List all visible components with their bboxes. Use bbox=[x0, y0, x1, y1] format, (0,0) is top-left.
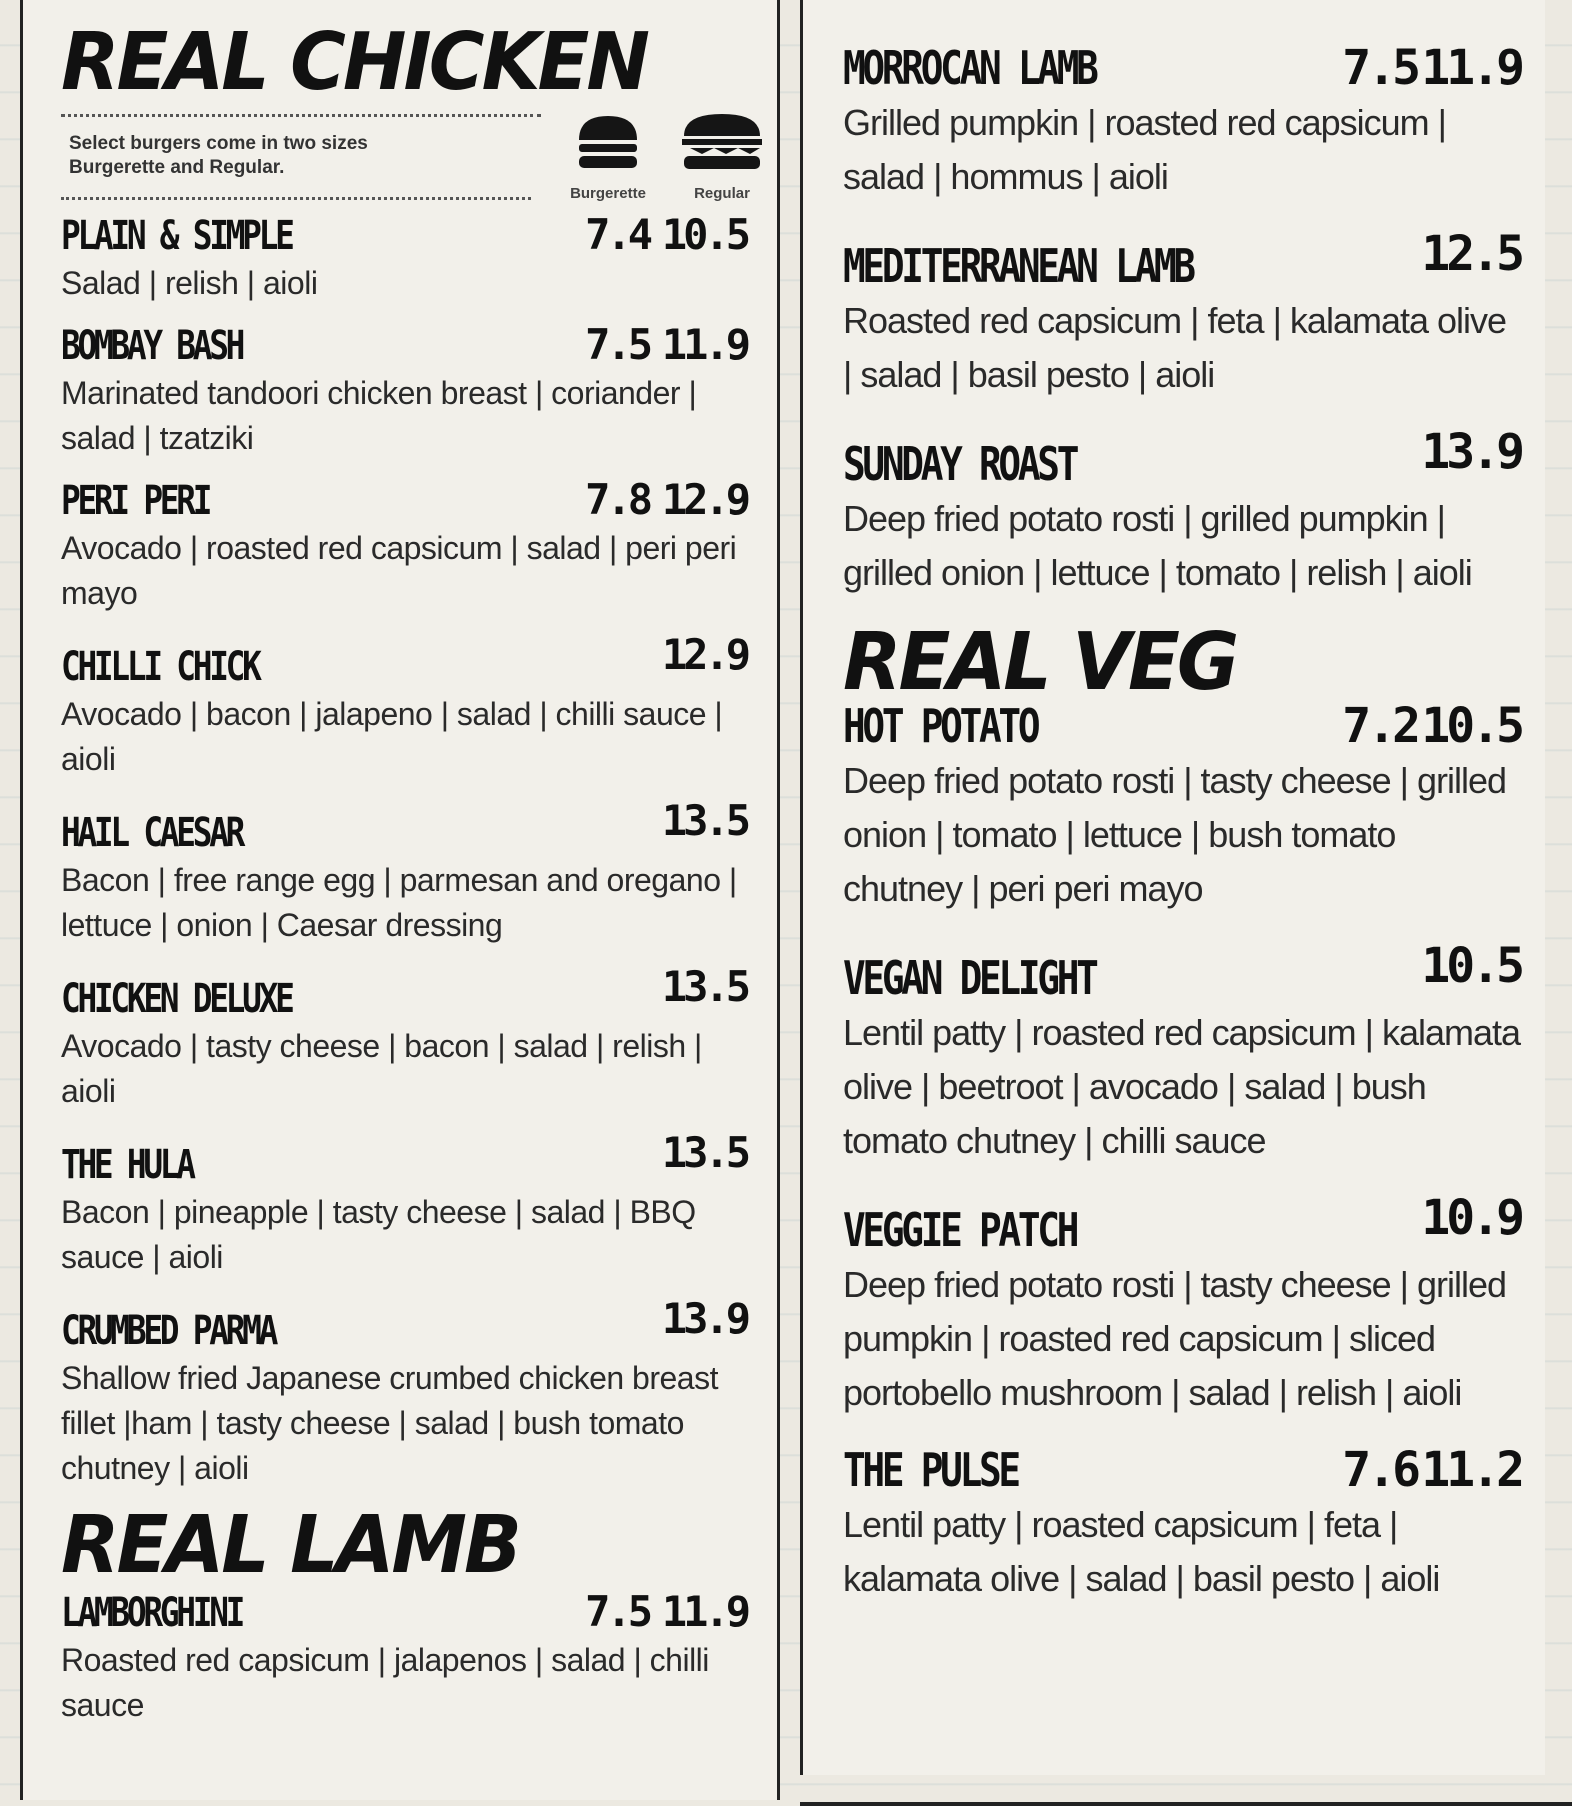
price-regular: 12.9 bbox=[661, 630, 747, 679]
price-regular: 11.9 bbox=[661, 320, 747, 369]
item-name: VEGAN DELIGHT bbox=[843, 951, 1096, 1005]
left-column bbox=[20, 0, 780, 1800]
size-intro-line1: Select burgers come in two sizes bbox=[69, 133, 368, 154]
price-burgerette: 7.5 bbox=[1342, 40, 1417, 96]
price-burgerette: 7.5 bbox=[585, 320, 649, 369]
menu-item-chilli-chick bbox=[61, 630, 747, 782]
item-name: LAMBORGHINI bbox=[61, 1590, 243, 1636]
item-name: PLAIN & SIMPLE bbox=[61, 213, 292, 259]
menu-item-veggie-patch bbox=[843, 1190, 1521, 1420]
item-name: CHICKEN DELUXE bbox=[61, 976, 292, 1022]
price-regular: 13.9 bbox=[661, 1294, 747, 1343]
burgerette-size bbox=[563, 112, 653, 202]
price-burgerette bbox=[551, 962, 649, 1012]
price-burgerette: 7.4 bbox=[585, 210, 649, 259]
price-regular: 13.5 bbox=[661, 1128, 747, 1177]
item-description: Avocado | bacon | jalapeno | salad | chilli sauce | aioli bbox=[61, 696, 723, 777]
item-description: Roasted red capsicum | feta | kalamata olive | salad | basil pesto | aioli bbox=[843, 300, 1507, 395]
price-burgerette bbox=[1313, 1190, 1417, 1246]
item-name: PERI PERI bbox=[61, 478, 210, 524]
price-burgerette bbox=[1313, 226, 1417, 282]
menu-item-peri-peri bbox=[61, 475, 747, 616]
size-label-burgerette: Burgerette bbox=[570, 185, 646, 202]
menu-item-crumbed-parma bbox=[61, 1294, 747, 1491]
item-name: CRUMBED PARMA bbox=[61, 1308, 276, 1354]
menu-item-hail-caesar bbox=[61, 796, 747, 948]
menu-item-morrocan-lamb bbox=[843, 40, 1521, 204]
item-description: Salad | relish | aioli bbox=[61, 265, 318, 301]
item-description: Avocado | tasty cheese | bacon | salad | relish | aioli bbox=[61, 1028, 702, 1109]
menu-item-vegan-delight bbox=[843, 938, 1521, 1168]
item-name: HOT POTATO bbox=[843, 699, 1038, 753]
item-name: HAIL CAESAR bbox=[61, 810, 243, 856]
item-name: MEDITERRANEAN LAMB bbox=[843, 239, 1193, 293]
item-name: THE PULSE bbox=[843, 1443, 1018, 1497]
price-regular: 13.9 bbox=[1421, 424, 1521, 480]
menu-item-bombay-bash bbox=[61, 320, 747, 461]
price-burgerette bbox=[551, 796, 649, 846]
price-burgerette bbox=[551, 1128, 649, 1178]
item-name: CHILLI CHICK bbox=[61, 644, 259, 690]
burger-small-icon bbox=[573, 112, 643, 172]
price-burgerette: 7.6 bbox=[1342, 1442, 1417, 1498]
regular-size bbox=[677, 112, 767, 202]
item-description: Roasted red capsicum | jalapenos | salad | chilli sauce bbox=[61, 1642, 709, 1723]
menu-item-plain-simple bbox=[61, 210, 747, 306]
size-intro-line2: Burgerette and Regular. bbox=[69, 157, 285, 178]
item-name: SUNDAY ROAST bbox=[843, 437, 1077, 491]
menu-item-lamborghini bbox=[61, 1587, 747, 1728]
item-description: Lentil patty | roasted red capsicum | kalamata olive | beetroot | avocado | salad | bush tomato chutney | chilli sauce bbox=[843, 1012, 1521, 1161]
item-name: VEGGIE PATCH bbox=[843, 1203, 1077, 1257]
menu-item-sunday-roast bbox=[843, 424, 1521, 600]
item-description: Avocado | roasted red capsicum | salad | peri peri mayo bbox=[61, 530, 737, 611]
item-name: THE HULA bbox=[61, 1142, 193, 1188]
burger-regular-icon bbox=[680, 112, 764, 172]
price-regular: 10.5 bbox=[1421, 698, 1521, 754]
price-burgerette: 7.8 bbox=[585, 475, 649, 524]
menu-item-hot-potato bbox=[843, 698, 1521, 916]
price-burgerette bbox=[1313, 938, 1417, 994]
item-description: Deep fried potato rosti | tasty cheese | grilled onion | tomato | lettuce | bush tomato chutney | peri peri mayo bbox=[843, 760, 1507, 909]
menu-item-chicken-deluxe bbox=[61, 962, 747, 1114]
menu-item-the-hula bbox=[61, 1128, 747, 1280]
chicken-items-list bbox=[61, 210, 747, 1491]
item-description: Bacon | pineapple | tasty cheese | salad | BBQ sauce | aioli bbox=[61, 1194, 696, 1275]
item-description: Grilled pumpkin | roasted red capsicum | salad | hommus | aioli bbox=[843, 102, 1446, 197]
item-description: Bacon | free range egg | parmesan and oregano | lettuce | onion | Caesar dressing bbox=[61, 862, 737, 943]
section-title-chicken: REAL CHICKEN bbox=[61, 14, 647, 109]
price-burgerette: 7.5 bbox=[585, 1587, 649, 1636]
price-regular: 11.9 bbox=[661, 1587, 747, 1636]
right-column bbox=[800, 0, 1545, 1775]
price-regular: 13.5 bbox=[661, 796, 747, 845]
item-name: BOMBAY BASH bbox=[61, 323, 243, 369]
price-regular: 13.5 bbox=[661, 962, 747, 1011]
chicken-header bbox=[61, 14, 750, 202]
item-description: Lentil patty | roasted capsicum | feta | kalamata olive | salad | basil pesto | aioli bbox=[843, 1504, 1440, 1599]
price-regular: 11.2 bbox=[1421, 1442, 1521, 1498]
price-burgerette: 7.2 bbox=[1342, 698, 1417, 754]
item-description: Marinated tandoori chicken breast | coriander | salad | tzatziki bbox=[61, 375, 697, 456]
price-regular: 10.5 bbox=[661, 210, 747, 259]
menu-item-the-pulse bbox=[843, 1442, 1521, 1606]
price-burgerette bbox=[551, 630, 649, 680]
menu-item-mediterranean-lamb bbox=[843, 226, 1521, 402]
price-regular: 10.5 bbox=[1421, 938, 1521, 994]
item-description: Deep fried potato rosti | grilled pumpkin | grilled onion | lettuce | tomato | relish | aioli bbox=[843, 498, 1472, 593]
item-description: Deep fried potato rosti | tasty cheese | grilled pumpkin | roasted red capsicum | sliced portobello mushroom | salad | relish | aioli bbox=[843, 1264, 1507, 1413]
section-title-veg: REAL VEG bbox=[843, 614, 1237, 709]
dotted-divider bbox=[61, 197, 531, 200]
item-name: MORROCAN LAMB bbox=[843, 41, 1096, 95]
price-regular: 10.9 bbox=[1421, 1190, 1521, 1246]
price-regular: 12.5 bbox=[1421, 226, 1521, 282]
size-label-regular: Regular bbox=[694, 185, 750, 202]
section-title-lamb: REAL LAMB bbox=[61, 1497, 519, 1592]
price-regular: 12.9 bbox=[661, 475, 747, 524]
bottom-rule bbox=[800, 1802, 1572, 1806]
item-description: Shallow fried Japanese crumbed chicken breast fillet |ham | tasty cheese | salad | bush tomato chutney | aioli bbox=[61, 1360, 718, 1486]
size-intro bbox=[69, 132, 368, 180]
price-burgerette bbox=[551, 1294, 649, 1344]
dotted-divider bbox=[61, 114, 541, 117]
price-burgerette bbox=[1313, 424, 1417, 480]
price-regular: 11.9 bbox=[1421, 40, 1521, 96]
